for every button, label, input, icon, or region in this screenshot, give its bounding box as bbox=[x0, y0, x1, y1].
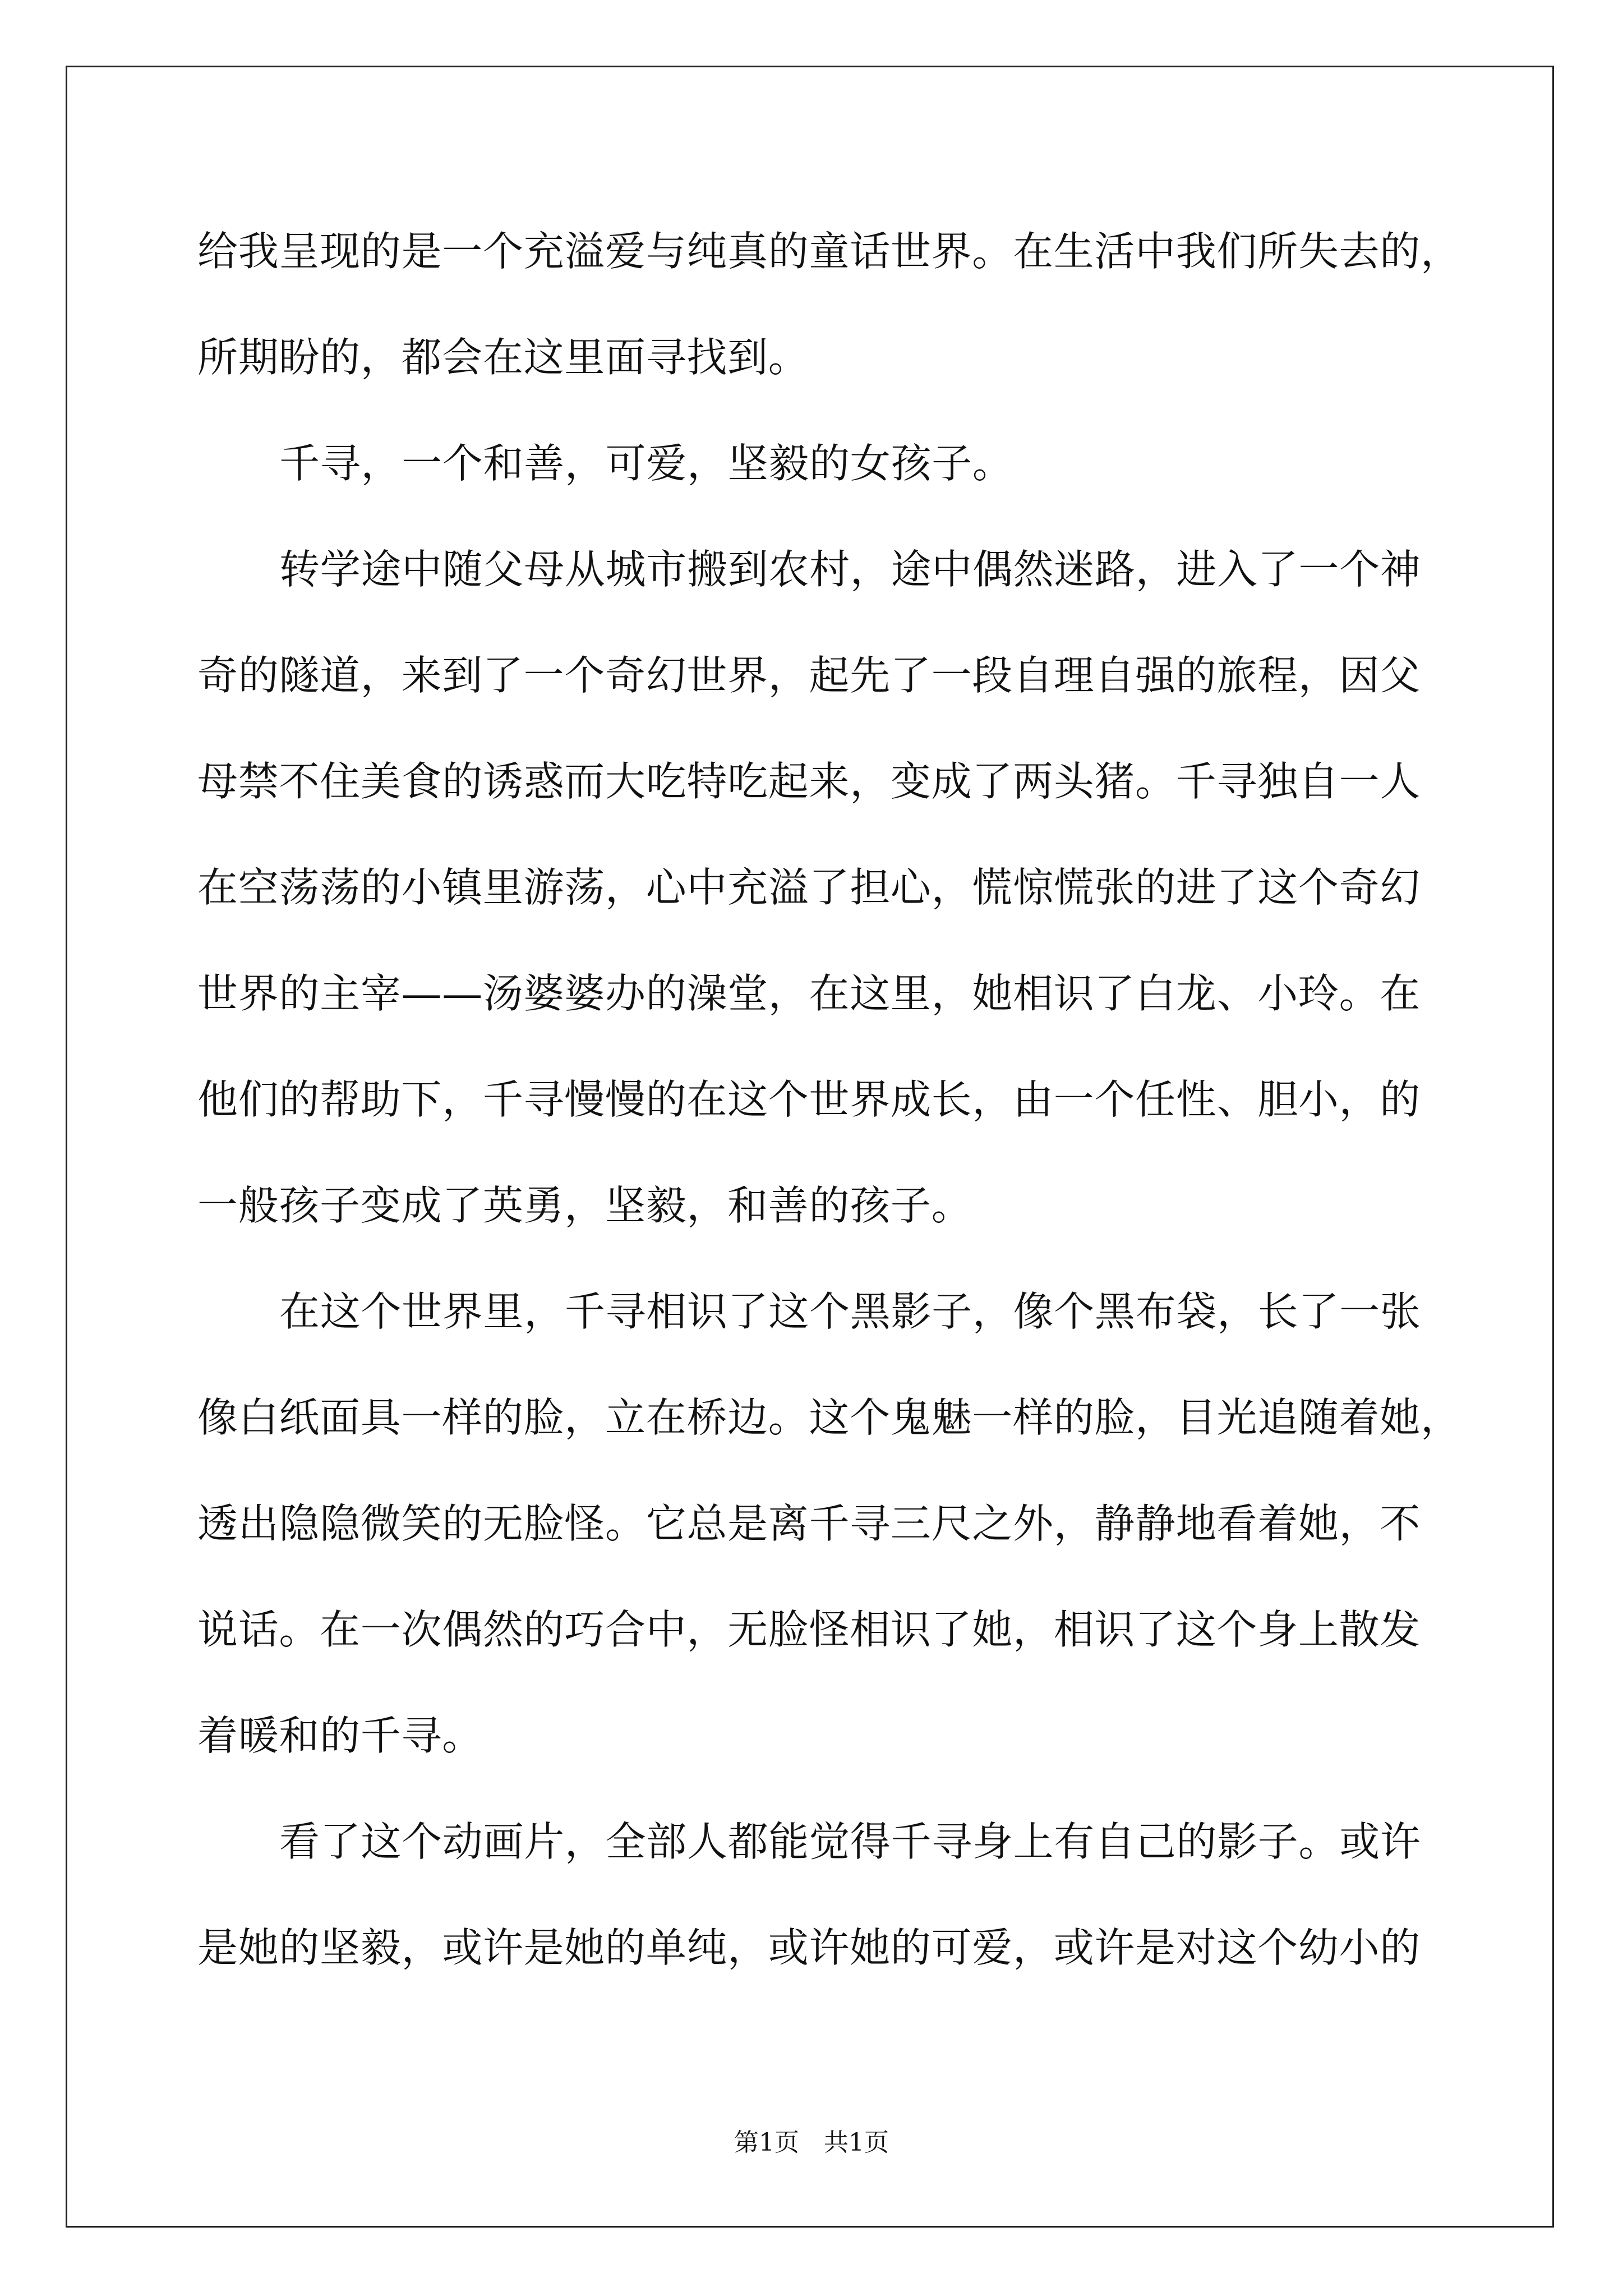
text-line: 母禁不住美食的诱惑而大吃特吃起来，变成了两头猪。千寻独自一人 bbox=[197, 758, 1421, 805]
text-line: 给我呈现的是一个充溢爱与纯真的童话世界。在生活中我们所失去的， bbox=[197, 228, 1461, 275]
text-line: 在这个世界里，千寻相识了这个黑影子，像个黑布袋，长了一张 bbox=[279, 1288, 1421, 1335]
paragraph bbox=[197, 517, 1504, 1259]
text-line: 千寻，一个和善，可爱，坚毅的女孩子。 bbox=[279, 440, 1013, 487]
text-line: 世界的主宰——汤婆婆办的澡堂，在这里，她相识了白龙、小玲。在 bbox=[197, 970, 1421, 1017]
paragraph bbox=[197, 199, 1504, 411]
text-line: 说话。在一次偶然的巧合中，无脸怪相识了她，相识了这个身上散发 bbox=[197, 1606, 1421, 1653]
text-line: 一般孩子变成了英勇，坚毅，和善的孩子。 bbox=[197, 1182, 972, 1229]
paragraph bbox=[197, 1789, 1504, 2001]
text-line: 像白纸面具一样的脸，立在桥边。这个鬼魅一样的脸，目光追随着她， bbox=[197, 1394, 1461, 1441]
page-number-label: 第1页 共1页 bbox=[734, 2128, 889, 2157]
text-line: 看了这个动画片，全部人都能觉得千寻身上有自己的影子。或许 bbox=[279, 1818, 1421, 1865]
paragraph bbox=[197, 1259, 1504, 1789]
text-line: 他们的帮助下，千寻慢慢的在这个世界成长，由一个任性、胆小，的 bbox=[197, 1076, 1421, 1123]
text-line: 在空荡荡的小镇里游荡，心中充溢了担心，慌惊慌张的进了这个奇幻 bbox=[197, 864, 1421, 911]
page-footer bbox=[0, 2126, 1623, 2160]
text-line: 着暖和的千寻。 bbox=[197, 1712, 483, 1759]
text-line: 奇的隧道，来到了一个奇幻世界，起先了一段自理自强的旅程，因父 bbox=[197, 652, 1421, 699]
text-line: 所期盼的，都会在这里面寻找到。 bbox=[197, 334, 809, 381]
text-line: 转学途中随父母从城市搬到农村，途中偶然迷路，进入了一个神 bbox=[279, 546, 1421, 593]
document-body bbox=[197, 199, 1504, 2001]
text-line: 是她的坚毅，或许是她的单纯，或许她的可爱，或许是对这个幼小的 bbox=[197, 1924, 1421, 1971]
paragraph bbox=[197, 411, 1504, 517]
text-line: 透出隐隐微笑的无脸怪。它总是离千寻三尺之外，静静地看着她，不 bbox=[197, 1500, 1421, 1547]
